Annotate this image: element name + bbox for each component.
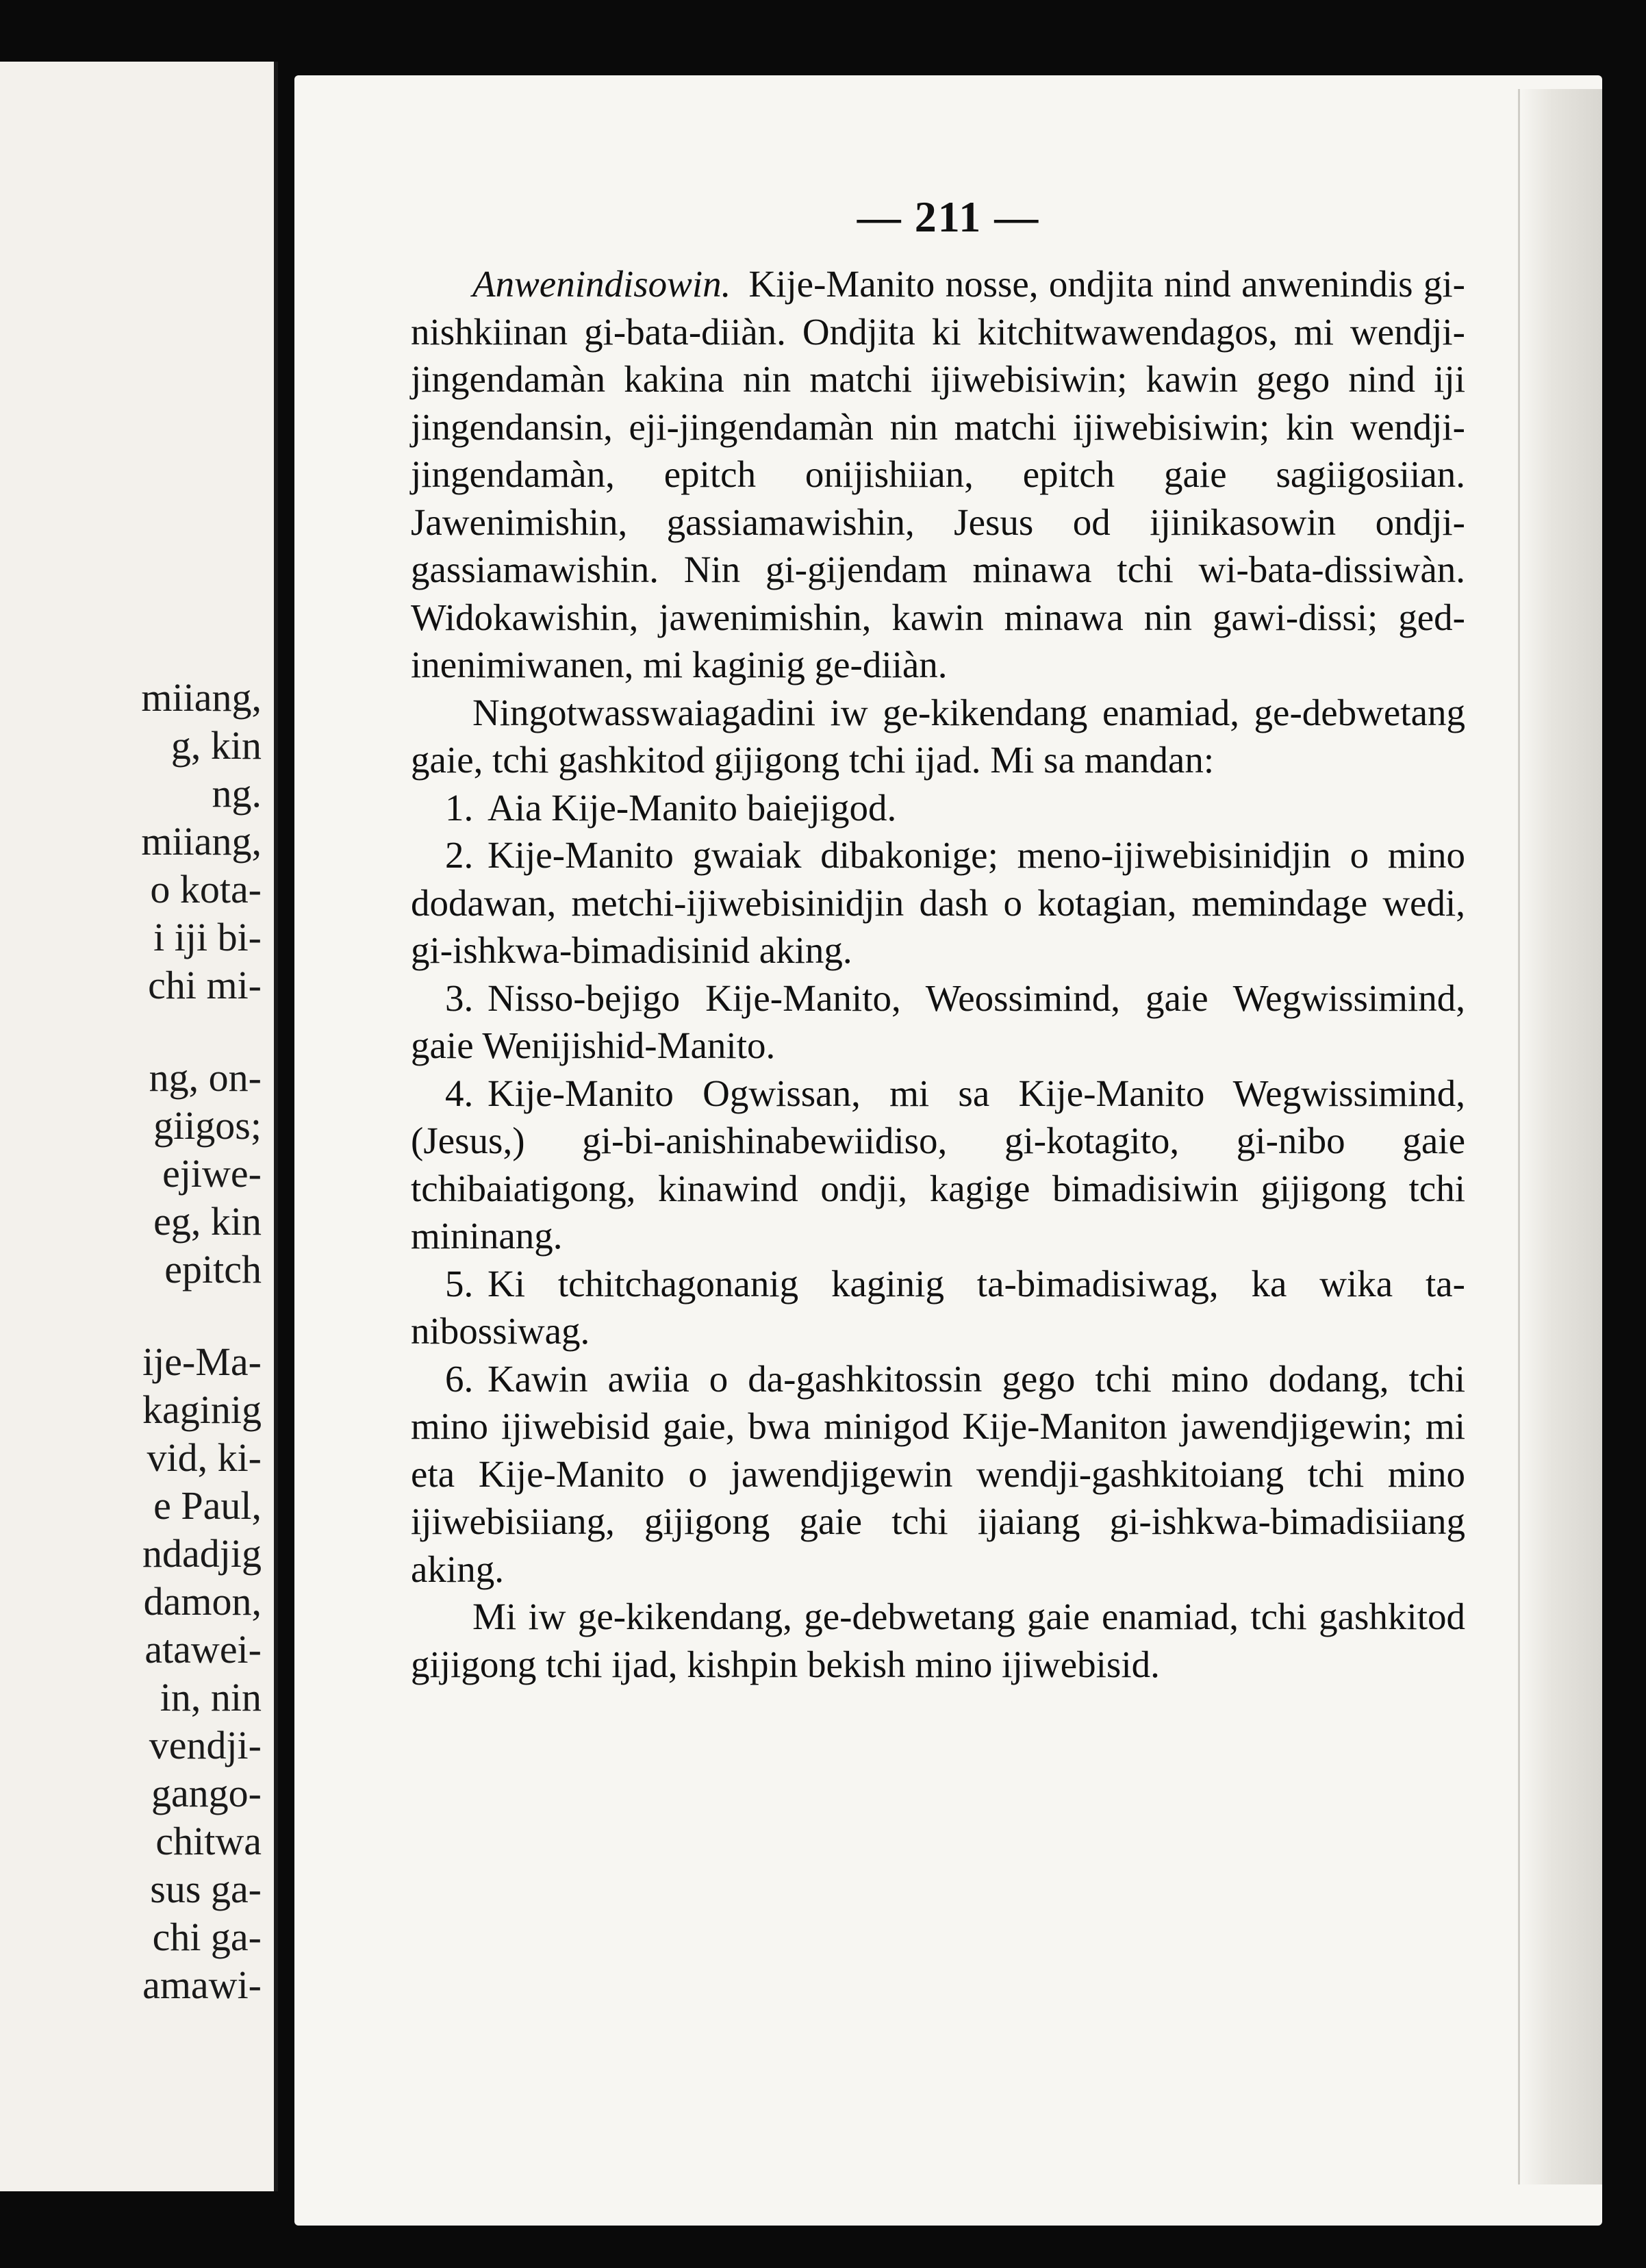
left-page-fragment: chitwa [155,1819,262,1863]
left-page-fragment: miiang, [141,675,262,720]
left-page-fragment: vid, ki- [147,1435,262,1480]
left-page-fragment: ng, on- [149,1055,262,1100]
paragraph-intro: Ningotwasswaiagadini iw ge-kikendang enamiad, ge-debwetang gaie, tchi gashkitod gijigong tchi ijad. Mi sa mandan: [411,691,1465,781]
list-item [411,974,1465,1070]
list-item-text: Kawin awiia o da-gashkitossin gego tchi mino dodang, tchi mino ijiwebisid gaie, bwa minigod Kije-Maniton jawendjigewin; mi eta Kije-Manito o jawendjigewin wendji-gashkitoiang tchi mino ijiwebisiiang, gijigong gaie tchi ijaiang gi-ishkwa-bimadisiiang aking. [411,1357,1465,1590]
list-item-text: Kije-Manito gwaiak dibakonige; meno-ijiwebisinidjin o mino dodawan, metchi-ijiwebisinidjin dash o kotagian, memindage wedi, gi-ishkwa-bimadisinid aking. [411,834,1465,971]
left-page-fragment: ije-Ma- [142,1339,262,1384]
left-page-fragment: giigos; [153,1103,262,1148]
left-page-fragment: i iji bi- [153,915,262,959]
list-item-text: Nisso-bejigo Kije-Manito, Weossimind, gaie Wegwissimind, gaie Wenijishid-Manito. [411,977,1465,1066]
list-item [411,1355,1465,1593]
left-page-fragment: vendji- [149,1723,262,1767]
numbered-list [411,784,1465,1593]
list-item-number: 1. [445,786,474,829]
list-item-text: Aia Kije-Manito baiejigod. [488,786,897,829]
paragraph-conclusion: Mi iw ge-kikendang, ge-debwetang gaie enamiad, tchi gashkitod gijigong tchi ijad, kishpin bekish mino ijiwebisid. [411,1596,1465,1685]
main-page [294,75,1602,2226]
prayer-text: Kije-Manito nosse, ondjita nind anwenindis gi-nishkiinan gi-bata-diiàn. Ondjita ki kitchitwawendagos, mi wendji-jingendamàn kakina nin matchi ijiwebisiwin; kawin gego nind iji jingendansin, eji-jingendamàn nin matchi ijiwebisiwin; kin wendji-jingendamàn, epitch onijishiian, epitch gaie sagiigosiian. Jawenimishin, gassiamawishin, Jesus od ijinikasowin ondji-gassiamawishin. Nin gi-gijendam minawa tchi wi-bata-dissiwàn. Widokawishin, jawenimishin, kawin minawa nin gawi-dissi; ged-inenimiwanen, mi kaginig ge-diiàn. [411,263,1465,685]
left-page-fragment: sus ga- [150,1867,262,1911]
paragraph-prayer [411,260,1465,689]
page-number: — 211 — [857,192,1040,241]
list-item-text: Kije-Manito Ogwissan, mi sa Kije-Manito Wegwissimind, (Jesus,) gi-bi-anishinabewiidiso, gi-kotagito, gi-nibo gaie tchibaiatigong, kinawind ondji, kagige bimadisiwin gijigong tchi mininang. [411,1072,1465,1257]
list-item-number: 6. [445,1357,474,1400]
left-page-fragment: epitch [164,1247,262,1292]
left-page-fragment: atawei- [144,1627,262,1672]
left-page-fragment: miiang, [141,819,262,864]
list-item [411,831,1465,974]
left-page-fragment: damon, [143,1579,262,1624]
list-item [411,1070,1465,1260]
left-page-fragment: ndadjig [142,1531,262,1576]
left-page-fragment: o kota- [150,867,262,911]
left-page-fragment: amawi- [142,1963,262,2007]
left-facing-page [0,62,278,2191]
left-page-fragment: chi ga- [152,1915,262,1959]
list-item-number: 5. [445,1262,474,1305]
list-item-number: 3. [445,977,474,1019]
page-edge-shadow [1518,89,1602,2184]
left-page-fragment: ejiwe- [162,1151,262,1196]
left-page-fragment: eg, kin [153,1199,262,1244]
left-page-fragment: in, nin [160,1675,262,1719]
left-page-fragment: kaginig [142,1387,262,1432]
left-page-fragment: gango- [151,1771,262,1815]
list-item [411,784,1465,832]
list-item-number: 2. [445,834,474,876]
left-page-fragment: g, kin [170,723,262,768]
list-item [411,1260,1465,1355]
left-page-fragment: chi mi- [148,963,262,1007]
left-page-fragment: e Paul, [153,1483,262,1528]
section-heading: Anwenindisowin. [472,263,731,305]
page-body [411,260,1465,1688]
list-item-number: 4. [445,1072,474,1114]
list-item-text: Ki tchitchagonanig kaginig ta-bimadisiwag, ka wika ta-nibossiwag. [411,1262,1465,1352]
left-page-fragment: ng. [212,771,262,816]
